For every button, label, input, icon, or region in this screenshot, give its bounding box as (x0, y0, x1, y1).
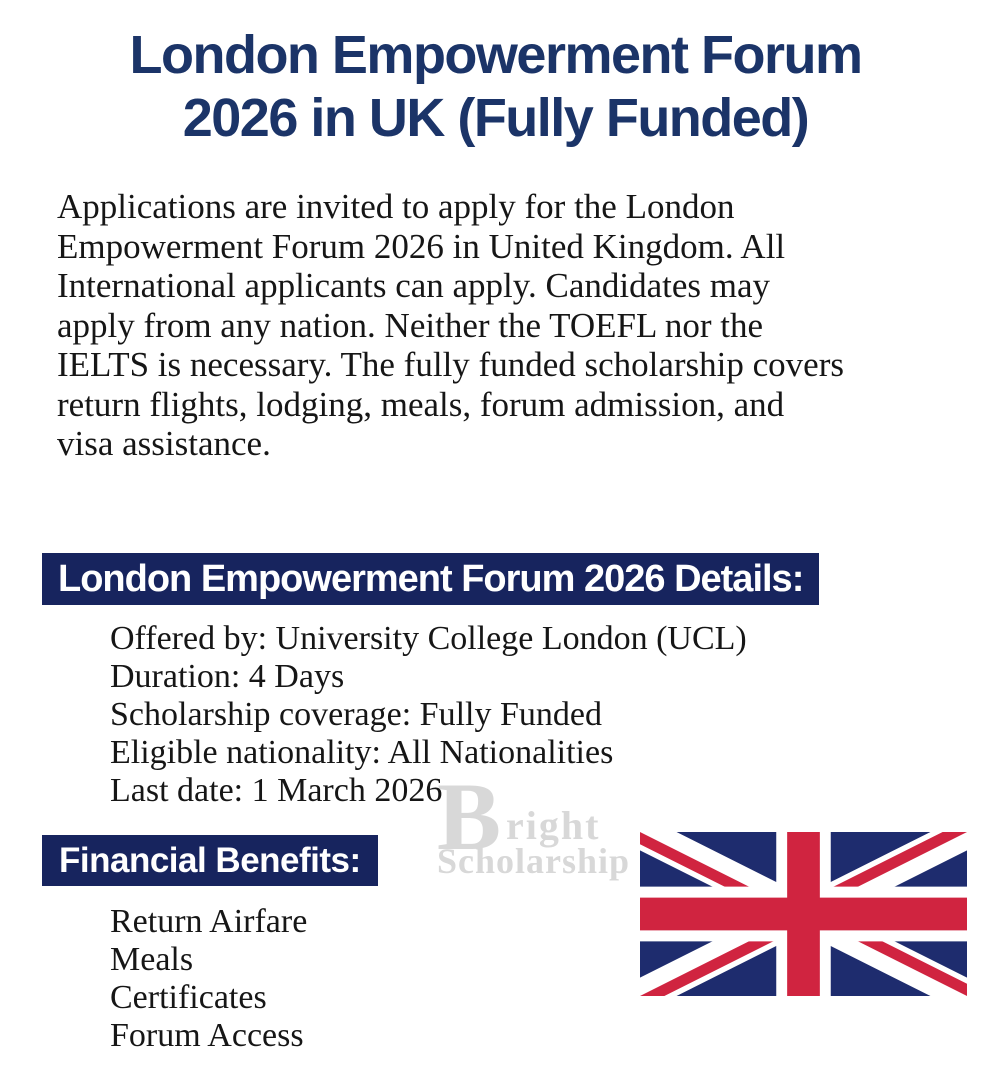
details-section-heading: London Empowerment Forum 2026 Details: (42, 553, 819, 605)
benefits-list (110, 903, 307, 1055)
benefit-item-meals: Meals (110, 941, 194, 978)
intro-line: International applicants can apply. Candidates may (57, 266, 771, 305)
intro-paragraph (57, 187, 937, 464)
uk-flag-icon (640, 832, 967, 996)
benefits-section-heading: Financial Benefits: (42, 835, 378, 886)
watermark-initial: B (437, 763, 502, 870)
detail-item-offered-by: Offered by: University College London (UCL) (110, 620, 747, 657)
details-list (110, 620, 747, 810)
intro-line: apply from any nation. Neither the TOEFL nor the (57, 305, 763, 345)
detail-item-last-date: Last date: 1 March 2026 (110, 772, 443, 809)
watermark-rest: right (506, 802, 601, 848)
watermark-second-word: Scholarship (437, 840, 631, 881)
uk-flag-svg (640, 832, 967, 996)
detail-item-nationality: Eligible nationality: All Nationalities (110, 734, 614, 771)
page-title (0, 24, 991, 150)
intro-line: visa assistance. (57, 424, 271, 463)
detail-item-duration: Duration: 4 Days (110, 658, 345, 695)
page-title-line-1: London Empowerment Forum (129, 25, 862, 85)
intro-line: IELTS is necessary. The fully funded scholarship covers (57, 345, 844, 384)
page-title-line-2: 2026 in UK (Fully Funded) (182, 88, 809, 148)
intro-line: Applications are invited to apply for the London (57, 187, 735, 226)
intro-line: return flights, lodging, meals, forum admission, and (57, 384, 785, 424)
detail-item-coverage: Scholarship coverage: Fully Funded (110, 696, 602, 733)
intro-line: Empowerment Forum 2026 in United Kingdom. All (57, 226, 786, 266)
benefit-item-forum-access: Forum Access (110, 1017, 304, 1054)
benefit-item-certificates: Certificates (110, 979, 267, 1016)
benefit-item-airfare: Return Airfare (110, 903, 308, 940)
